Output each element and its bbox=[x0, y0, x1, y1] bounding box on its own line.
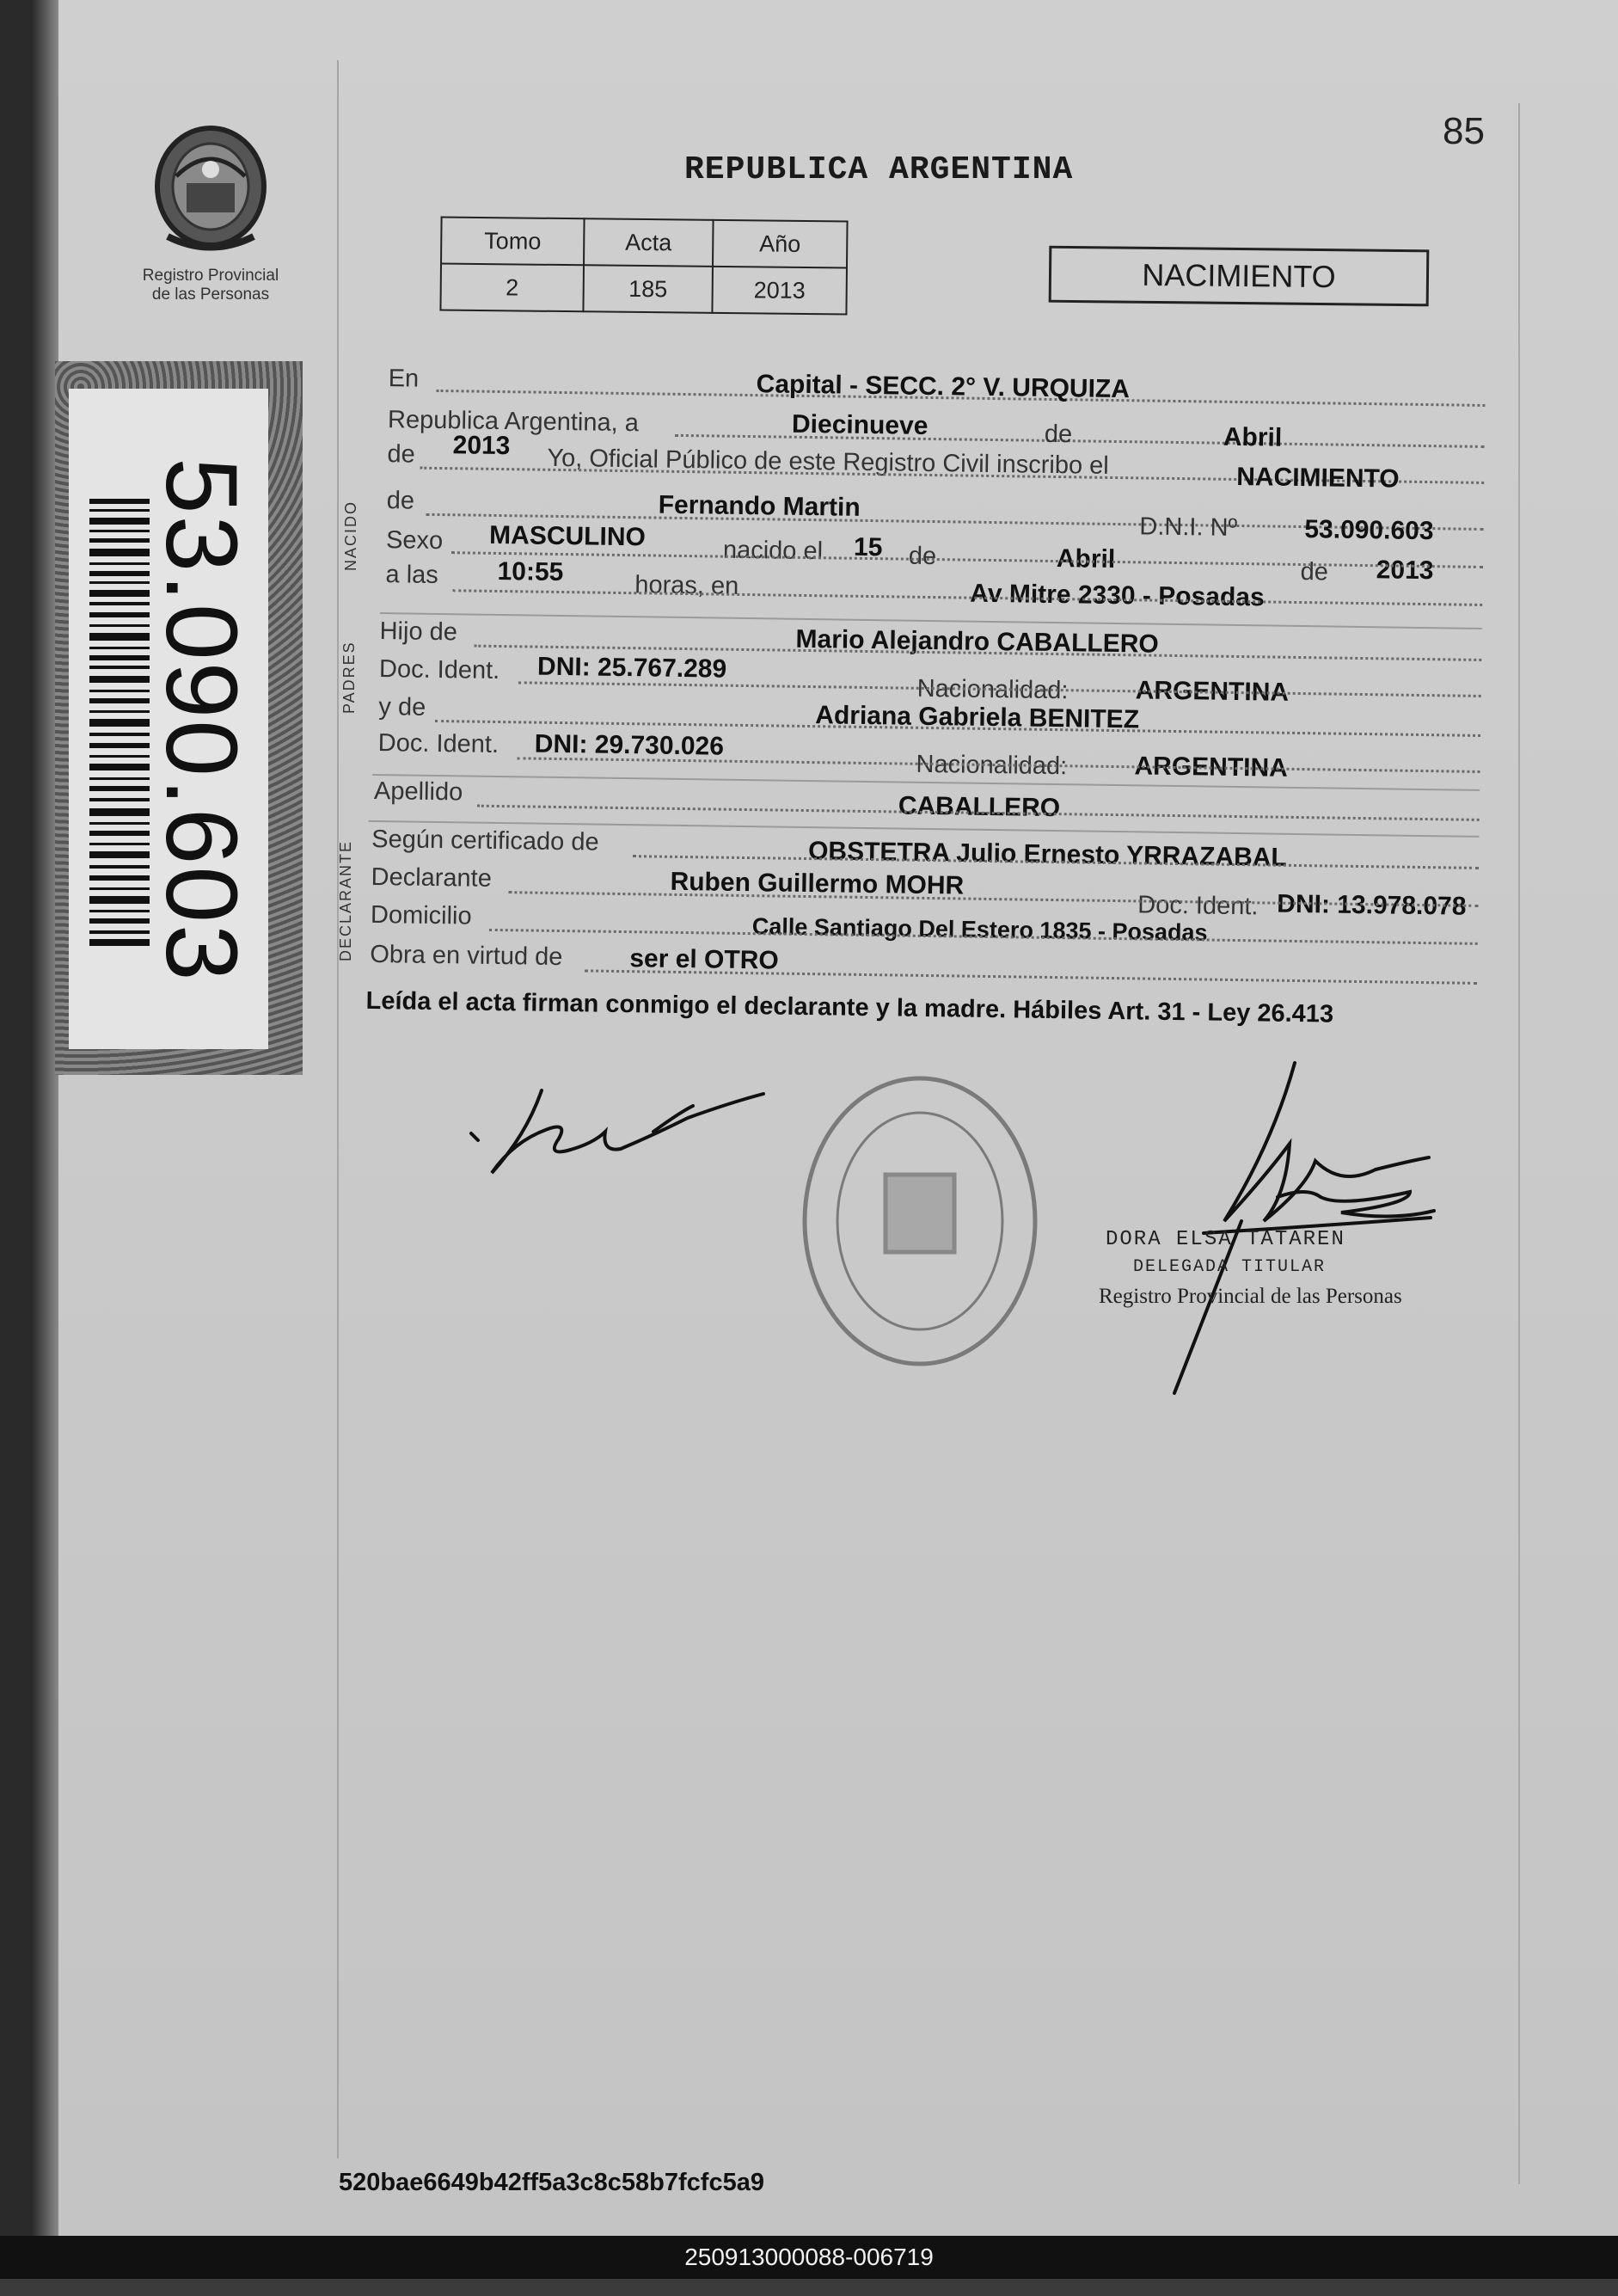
nombre-value: Fernando Martin bbox=[658, 490, 861, 522]
side-label-padres: PADRES bbox=[340, 641, 358, 714]
page-number: 85 bbox=[1443, 110, 1485, 152]
barcode-number: 53.090.603 bbox=[144, 457, 258, 983]
de-label: de bbox=[1044, 420, 1073, 449]
madre-value: Adriana Gabriela BENITEZ bbox=[815, 701, 1140, 734]
madre-doc: DNI: 29.730.026 bbox=[534, 729, 725, 761]
declarant-signature bbox=[471, 1090, 763, 1173]
nacido-anio: 2013 bbox=[1376, 556, 1434, 586]
officer-org: Registro Provincial de las Personas bbox=[1099, 1285, 1402, 1308]
dia-value: Diecinueve bbox=[791, 409, 929, 440]
certificado-value: OBSTETRA Julio Ernesto YRRAZABAL bbox=[807, 837, 1287, 872]
mes-value: Abril bbox=[1223, 422, 1283, 452]
document-title: REPUBLICA ARGENTINA bbox=[684, 151, 1074, 188]
logo-caption-line1: Registro Provincial bbox=[142, 267, 279, 285]
document-hash: 520bae6649b42ff5a3c8c58b7fcfc5a9 bbox=[339, 2169, 764, 2196]
act-type-box: NACIMIENTO bbox=[1049, 246, 1430, 307]
sexo-label: Sexo bbox=[385, 526, 444, 556]
en-label: En bbox=[388, 365, 420, 393]
alas-label: a las bbox=[385, 561, 439, 589]
dni-value: 53.090.603 bbox=[1304, 515, 1434, 546]
registry-value-acta: 185 bbox=[583, 265, 713, 313]
apellido-value: CABALLERO bbox=[898, 791, 1061, 823]
registry-value-tomo: 2 bbox=[440, 264, 584, 312]
padre-value: Mario Alejandro CABALLERO bbox=[795, 624, 1159, 659]
padre-nac: ARGENTINA bbox=[1135, 676, 1290, 707]
sexo-value: MASCULINO bbox=[488, 520, 647, 552]
doc-ident-label: Doc. Ident. bbox=[378, 655, 500, 685]
declarante-label: Declarante bbox=[371, 863, 493, 893]
de-year-label: de bbox=[387, 440, 415, 469]
de-label2: de bbox=[908, 542, 937, 571]
nacido-dia: 15 bbox=[853, 532, 883, 562]
nacionalidad-label-madre: Nacionalidad: bbox=[916, 750, 1068, 781]
en-value: Capital - SECC. 2° V. URQUIZA bbox=[756, 370, 1131, 404]
oficial-text: Yo, Oficial Público de este Registro Civil inscribo el bbox=[547, 444, 1109, 480]
obra-label: Obra en virtud de bbox=[370, 940, 563, 972]
declarante-value: Ruben Guillermo MOHR bbox=[670, 867, 965, 900]
acto-value: NACIMIENTO bbox=[1235, 462, 1400, 494]
registry-header-acta: Acta bbox=[584, 218, 714, 267]
yde-label: y de bbox=[378, 693, 426, 721]
officer-role: DELEGADA TITULAR bbox=[1133, 1257, 1327, 1277]
padre-doc: DNI: 25.767.289 bbox=[536, 652, 727, 684]
officer-name: DORA ELSA TATAREN bbox=[1106, 1228, 1345, 1251]
doc-ident-label-madre: Doc. Ident. bbox=[377, 729, 499, 758]
madre-nac: ARGENTINA bbox=[1134, 752, 1289, 783]
hijo-label: Hijo de bbox=[379, 617, 458, 647]
logo-caption-line2: de las Personas bbox=[151, 285, 270, 304]
horas-label: horas, en bbox=[634, 571, 739, 600]
hora-value: 10:55 bbox=[497, 556, 564, 587]
de-nombre-label: de bbox=[386, 487, 415, 515]
segun-label: Según certificado de bbox=[371, 825, 599, 856]
declarante-doc-label: Doc. Ident. bbox=[1137, 891, 1259, 921]
de-label3: de bbox=[1300, 558, 1329, 586]
year-value: 2013 bbox=[452, 431, 511, 461]
closing-statement: Leída el acta firman conmigo el declarante y la madre. Hábiles Art. 31 - Ley 26.413 bbox=[365, 986, 1334, 1028]
domicilio-value: Calle Santiago Del Estero 1835 - Posadas bbox=[751, 913, 1208, 946]
side-label-declarante: DECLARANTE bbox=[337, 839, 354, 961]
domicilio-label: Domicilio bbox=[370, 900, 472, 930]
republica-label: Republica Argentina, a bbox=[387, 406, 640, 438]
nacionalidad-label: Nacionalidad: bbox=[916, 674, 1069, 705]
obra-value: ser el OTRO bbox=[629, 944, 779, 975]
nacido-mes: Abril bbox=[1056, 544, 1116, 574]
registry-header-tomo: Tomo bbox=[441, 218, 585, 266]
lugar-value: Av Mitre 2330 - Posadas bbox=[970, 579, 1265, 612]
dni-label: D.N.I. Nº bbox=[1139, 513, 1238, 542]
apellido-label: Apellido bbox=[373, 777, 463, 807]
nacido-label: nacido el bbox=[722, 536, 824, 566]
side-label-nacido: NACIDO bbox=[342, 500, 359, 571]
declarante-doc: DNI: 13.978.078 bbox=[1277, 889, 1467, 921]
registry-value-anio: 2013 bbox=[712, 267, 847, 315]
registry-header-anio: Año bbox=[713, 220, 848, 268]
official-stamp bbox=[805, 1078, 1035, 1364]
scan-footer-id: 250913000088-006719 bbox=[0, 2236, 1618, 2279]
